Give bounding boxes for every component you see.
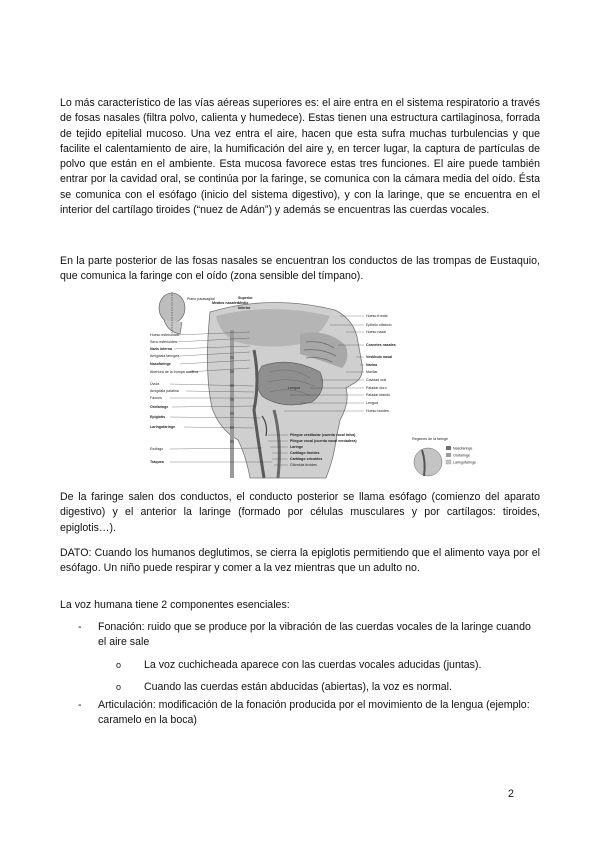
label-traquea: Tráquea: [150, 460, 164, 464]
paragraph-pharynx-conduits: De la faringe salen dos conductos, el conducto posterior se llama esófago (comienzo del aparato digestivo) y el anterior la laringe (formado por células musculares y por cartílagos: tiroides, epiglotis…).: [60, 491, 540, 534]
label-narina: Narina: [366, 363, 378, 367]
paragraph-eustachian-tubes: En la parte posterior de las fosas nasales se encuentran los conductos de las trompas de Eustaquio, que comunica la faringe con el oído (zona sensible del tímpano).: [60, 255, 540, 283]
label-hueso-nasal: Hueso nasal: [366, 330, 386, 334]
label-cavidad-oral: Cavidad oral: [366, 378, 387, 382]
label-lengua: Lengua: [366, 401, 378, 405]
label-amigdala-faringea: Amígdala faríngea: [150, 354, 180, 358]
legend-swatch-laringofaringe: [446, 460, 451, 464]
label-meatos-superior: Superior: [238, 296, 253, 300]
label-nasofaringe: Nasofaringe: [150, 362, 171, 366]
legend-nasofaringe: Nasofaringe: [453, 446, 473, 451]
label-vestibulo-nasal: Vestíbulo nasal: [366, 355, 393, 359]
page-number: 2: [508, 788, 514, 800]
list-item-text: Cuando las cuerdas están abducidas (abiertas), la voz es normal.: [144, 681, 452, 693]
label-paladar-blando: Paladar blando: [366, 393, 391, 397]
sagittal-section: [207, 302, 362, 478]
label-pliegue-vestibular: Pliegue vestibular (cuerda vocal falsa): [290, 433, 356, 437]
legend-swatch-orofaringe: [446, 453, 451, 457]
label-plano-parasagital: Plano parasagital: [187, 297, 215, 301]
label-hueso-hioides: Hueso hioides: [366, 409, 389, 413]
inner-label-lengua: Lengua: [288, 386, 300, 390]
dash-bullet: -: [78, 699, 82, 711]
label-hueso-frontal: Hueso frontal: [366, 314, 388, 318]
list-item-text: La voz cuchicheada aparece con las cuerdas vocales aducidas (juntas).: [144, 659, 482, 671]
list-item-text: Articulación: modificación de la fonación producida por el movimiento de la lengua (ejemplo: caramelo en la boca): [98, 699, 530, 727]
label-hueso-esfenoides: Hueso esfenoides: [150, 333, 179, 337]
paragraph-voice-intro: La voz humana tiene 2 componentes esenciales:: [60, 599, 290, 611]
label-amigdala-palatina: Amígdala palatina: [150, 389, 179, 393]
label-paladar-duro: Paladar duro: [366, 386, 387, 390]
label-pliegue-vocal: Pliegue vocal (cuerda vocal verdadera): [290, 439, 357, 443]
airway-anatomy-illustration: [150, 290, 476, 480]
paragraph-upper-airways: Lo más característico de las vías aéreas superiores es: el aire entra en el sistema respiratorio a través de fosas nasales (filtra polvo, calienta y humedece). Estas tienen una estructura cartilaginosa, forrada de tejido epitelial mucoso. Una vez entra el aire, hacen que esta sufra muchas turbulencias y que facilite el calentamiento de aire, la humificación del aire y, en tercer lugar, la captura de partículas de polvo que están en el ambiente. Esta mucosa favorece estas tres funciones. El aire puede también entrar por la cavidad oral, se continúa por la faringe, se comunica con la cámara media del oído. Ésta se comunica con el esófago (inicio del sistema digestivo), y con la laringe, que se encuentra en el interior del cartílago tiroides (“nuez de Adán”) y además se encuentras las cuerdas vocales.: [60, 97, 540, 217]
legend-orofaringe: Orofaringe: [453, 453, 470, 458]
label-orofaringe: Orofaringe: [150, 405, 169, 409]
label-naris-interna: Naris interna: [150, 347, 172, 351]
label-cartilago-cricoides: Cartílago cricoides: [290, 457, 323, 461]
legend-swatch-nasofaringe: [446, 446, 451, 450]
dash-bullet: -: [78, 621, 82, 633]
list-item-text: Fonación: ruido que se produce por la vibración de las cuerdas vocales de la laringe cuando el aire sale: [98, 621, 531, 649]
legend-laringofaringe: Laringofaringe: [453, 460, 476, 465]
label-epiglotis: Epiglotis: [150, 415, 166, 419]
label-meatos-inferior: Inferior: [238, 306, 251, 310]
label-abertura-trompa: Abertura de la trompa auditiva: [150, 370, 199, 374]
label-maxilar: Maxilar: [366, 370, 378, 374]
circle-bullet: o: [116, 682, 122, 692]
label-laringofaringe: Laringofaringe: [150, 425, 176, 429]
paragraph-dato-deglution: DATO: Cuando los humanos deglutimos, se cierra la epiglotis permitiendo que el alimento vaya por el esófago. Un niño puede respirar y comer a la vez mientras que un adulto no.: [60, 547, 540, 575]
label-fauces: Fauces: [150, 396, 162, 400]
label-cartilago-tiroides: Cartílago tiroides: [290, 451, 320, 455]
right-labels: [366, 314, 396, 413]
label-cornetes-nasales: Cornetes nasales: [366, 343, 396, 347]
head-silhouette-icon: [159, 292, 185, 334]
airway-anatomy-figure: [150, 290, 476, 480]
label-esofago: Esófago: [150, 447, 164, 451]
label-epitelio-olfatorio: Epitelio olfatorio: [366, 323, 392, 327]
label-laringe: Laringe: [290, 445, 303, 449]
label-glandula-tiroides: Glándula tiroides: [290, 463, 317, 467]
left-labels: [150, 333, 198, 464]
legend-title: Regiones de la faringe: [412, 437, 448, 441]
label-seno-esfenoides: Seno esfenoides: [150, 340, 177, 344]
label-meatos-medio: Medio: [238, 301, 249, 305]
label-uvula: Úvula: [150, 382, 160, 386]
label-meatos-nasales: Meatos nasales: [212, 301, 239, 305]
circle-bullet: o: [116, 660, 122, 670]
pharynx-regions-inset: [412, 437, 476, 476]
